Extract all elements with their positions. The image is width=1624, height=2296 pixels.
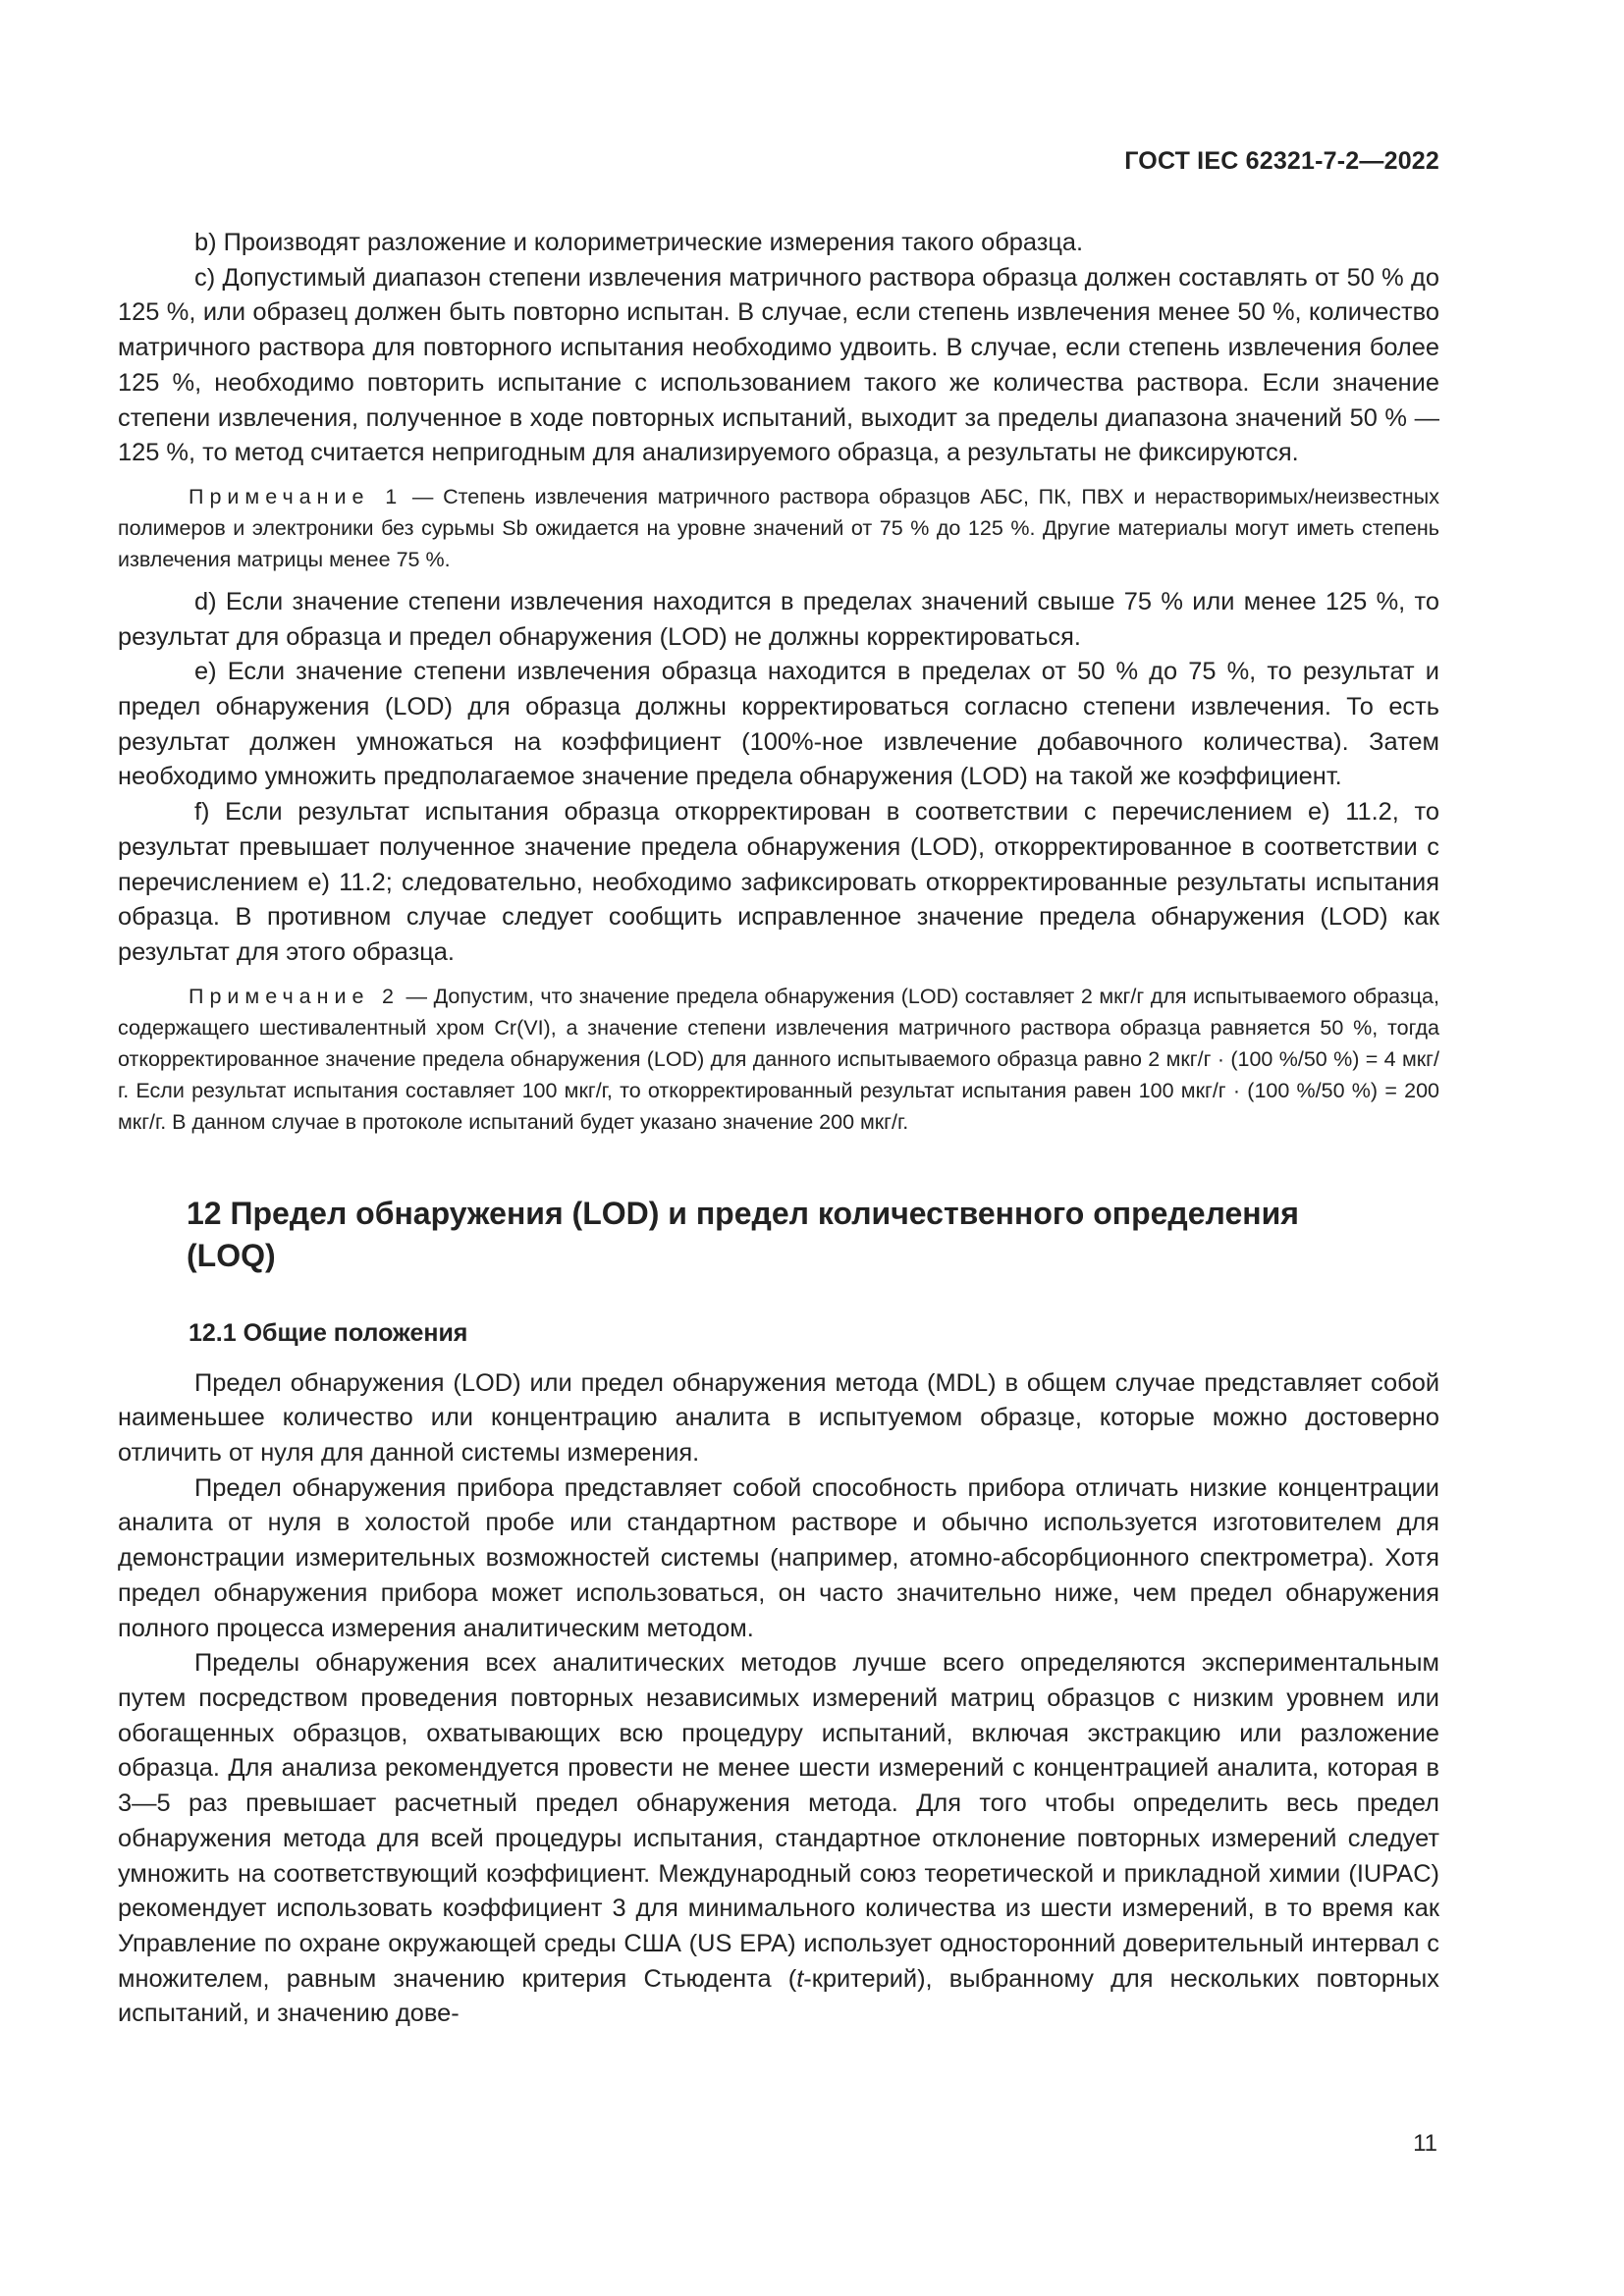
page-number: 11 bbox=[1413, 2130, 1437, 2157]
section-12-paragraph: Предел обнаружения (LOD) или предел обнаружения метода (MDL) в общем случае представляет собой наименьшее количество или концентрацию аналита в испытуемом образце, которые можно достоверно отличить от нуля для данной системы измерения. bbox=[118, 1368, 1439, 1468]
note-2-label: Примечание 2 bbox=[189, 984, 400, 1008]
t-criterion-italic: t bbox=[796, 1964, 804, 1993]
section-12-1-title: 12.1 Общие положения bbox=[189, 1318, 468, 1347]
paragraph-f: f) Если результат испытания образца откорректирован в соответствии с перечислением е) 11.2, то результат превышает полученное значение предела обнаружения (LOD), откорректированное в соответствии с перечислением е) 11.2; следовательно, необходимо зафиксировать откорректированные результаты испытания образца. В противном случае следует сообщить исправленное значение предела обнаружения (LOD) как результат для этого образца. bbox=[118, 798, 1439, 966]
document-header-id: ГОСТ IEC 62321-7-2—2022 bbox=[1124, 147, 1439, 175]
section-12-paragraph: Пределы обнаружения всех аналитических методов лучше всего определяются экспериментальным путем посредством проведения повторных независимых измерений матриц образцов с низким уровнем или обогащенных образцов, охватывающих всю процедуру испытаний, включая экстракцию или разложение образца. Для анализа рекомендуется провести не менее шести измерений с концентрацией аналита, которая в 3—5 раз превышает расчетный предел обнаружения метода. Для того чтобы определить весь предел обнаружения метода для всей процедуры испытания, стандартное отклонение повторных измерений следует умножить на соответствующий коэффициент. Международный союз теоретической и прикладной химии (IUPAC) рекомендует использовать коэффициент 3 для минимального количества из шести измерений, в то время как Управление по охране окружающей среды США (US EPA) использует односторонний доверительный интервал с множителем, равным значению критерия Стьюдента (t-критерий), выбранному для нескольких повторных испытаний, и значению дове- bbox=[118, 1649, 1440, 2028]
main-text bbox=[118, 226, 1439, 2032]
paragraph-e: e) Если значение степени извлечения образца находится в пределах от 50 % до 75 %, то результат и предел обнаружения (LOD) для образца должны корректироваться согласно степени извлечения. То есть результат должен умножаться на коэффициент (100%-ное извлечение добавочного количества). Затем необходимо умножить предполагаемое значение предела обнаружения (LOD) на такой же коэффициент. bbox=[118, 658, 1439, 791]
paragraph-c: c) Допустимый диапазон степени извлечения матричного раствора образца должен составлять от 50 % до 125 %, или образец должен быть повторно испытан. В случае, если степень извлечения менее 50 %, количество матричного раствора для повторного испытания необходимо удвоить. В случае, если степень извлечения более 125 %, необходимо повторить испытание с использованием такого же количества раствора. Если значение степени извлечения, полученное в ходе повторных испытаний, выходит за пределы диапазона значений 50 % — 125 %, то метод считается непригодным для анализируемого образца, а результаты не фиксируются. bbox=[118, 263, 1439, 467]
note-2 bbox=[118, 981, 1439, 1138]
note-1 bbox=[118, 481, 1439, 575]
note-1-label: Примечание 1 bbox=[189, 484, 404, 508]
section-12-title: 12 Предел обнаружения (LOD) и предел количественного определения (LOQ) bbox=[187, 1195, 1299, 1273]
note-2-text: — Допустим, что значение предела обнаружения (LOD) составляет 2 мкг/г для испытываемого образца, содержащего шестивалентный хром Cr(VI), а значение степени извлечения матричного раствора образца равняется 50 %, тогда откорректированное значение предела обнаружения (LOD) для данного испытываемого образца равно 2 мкг/г · (100 %/50 %) = 4 мкг/г. Если результат испытания составляет 100 мкг/г, то откорректированный результат испытания равен 100 мкг/г · (100 %/50 %) = 200 мкг/г. В данном случае в протоколе испытаний будет указано значение 200 мкг/г. bbox=[118, 984, 1439, 1134]
note-1-text: — Степень извлечения матричного раствора образцов АБС, ПК, ПВХ и нерастворимых/неизвестных полимеров и электроники без сурьмы Sb ожидается на уровне значений от 75 % до 125 %. Другие материалы могут иметь степень извлечения матрицы менее 75 %. bbox=[118, 484, 1439, 571]
paragraph-d: d) Если значение степени извлечения находится в пределах значений свыше 75 % или менее 125 %, то результат для образца и предел обнаружения (LOD) не должны корректироваться. bbox=[118, 587, 1439, 651]
section-12-paragraph: Предел обнаружения прибора представляет собой способность прибора отличать низкие концентрации аналита от нуля в холостой пробе или стандартном растворе и обычно используется изготовителем для демонстрации измерительных возможностей системы (например, атомно-абсорбционного спектрометра). Хотя предел обнаружения прибора может использоваться, он часто значительно ниже, чем предел обнаружения полного процесса измерения аналитическим методом. bbox=[118, 1473, 1439, 1642]
paragraph-b: b) Производят разложение и колориметрические измерения такого образца. bbox=[194, 229, 1084, 256]
